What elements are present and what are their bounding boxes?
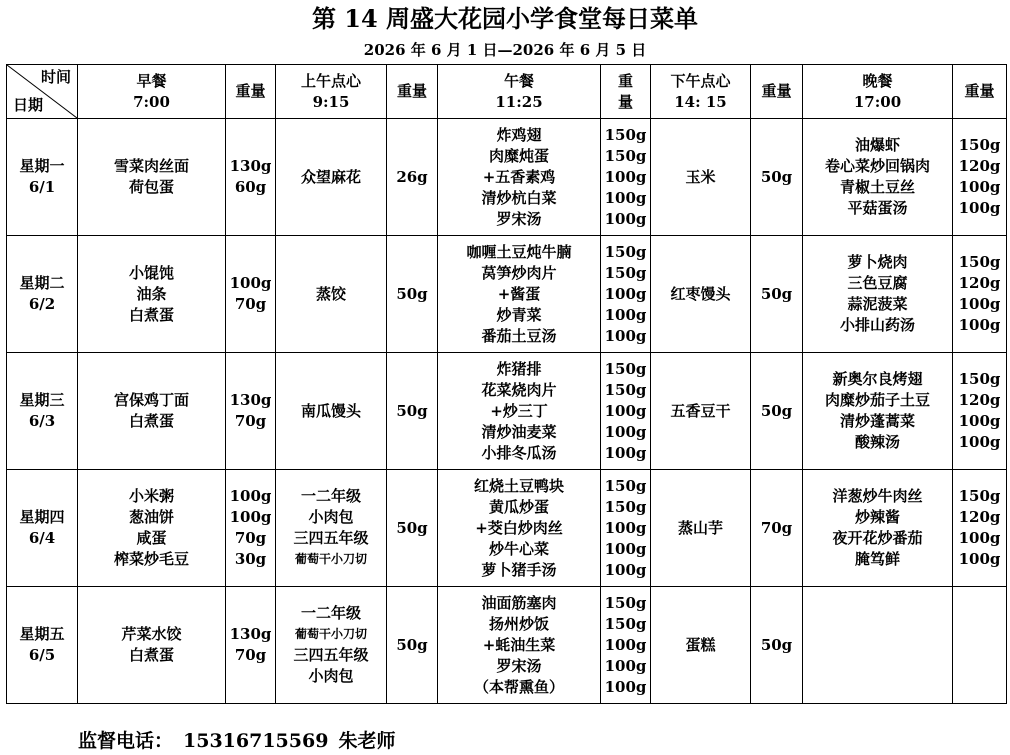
breakfast-weights-line: 130g [229, 157, 272, 175]
lunch-items-line: +五香素鸡 [482, 167, 556, 186]
lunch-items [438, 236, 601, 353]
corner-cell [7, 65, 78, 119]
dinner-items-line: 平菇蛋汤 [847, 199, 908, 217]
breakfast-weights-line: 130g [229, 391, 272, 409]
breakfast-weights-line: 30g [234, 550, 267, 568]
lunch-items-line: 萝卜猪手汤 [481, 560, 557, 579]
header-dinner-label: 晚餐 [862, 71, 893, 90]
breakfast-weights-line: 70g [234, 412, 267, 430]
dinner-weights-line: 100g [958, 550, 1001, 568]
lunch-items [438, 587, 601, 704]
afternoon-snack-weight: 50g [751, 236, 803, 353]
day-cell [7, 353, 78, 470]
day-name: 星期一 [19, 157, 65, 175]
breakfast-weights-line: 100g [229, 508, 272, 526]
breakfast-items [78, 236, 226, 353]
lunch-items-line: +酱蛋 [497, 284, 541, 303]
lunch-items-line: +蚝油生菜 [482, 635, 556, 654]
dinner-items-line: 炒辣酱 [854, 508, 900, 526]
lunch-items-line: 扬州炒饭 [488, 614, 549, 633]
day-cell [7, 587, 78, 704]
morning-snack-items [276, 353, 387, 470]
breakfast-weights-line: 130g [229, 625, 272, 643]
supervision-phone [78, 728, 405, 754]
morning-snack-items-line: 众望麻花 [300, 167, 361, 186]
lunch-items-line: 油面筋塞肉 [481, 593, 557, 612]
dinner-weights [953, 470, 1007, 587]
afternoon-snack-weight: 70g [751, 470, 803, 587]
lunch-weights [601, 119, 651, 236]
lunch-items-line: 炸鸡翅 [496, 125, 542, 144]
lunch-weights-line: 150g [604, 380, 647, 399]
header-weight-2: 重量 [387, 65, 438, 119]
lunch-items-line: 肉糜炖蛋 [488, 146, 549, 165]
lunch-items-line: 炒牛心菜 [488, 539, 549, 558]
breakfast-items [78, 470, 226, 587]
day-cell [7, 119, 78, 236]
header-morning-snack [276, 65, 387, 119]
lunch-items-line: 罗宋汤 [496, 656, 542, 675]
header-dinner [803, 65, 953, 119]
morning-snack-weight: 50g [387, 353, 438, 470]
lunch-weights [601, 470, 651, 587]
header-breakfast [78, 65, 226, 119]
lunch-weights [601, 236, 651, 353]
header-breakfast-label: 早餐 [136, 71, 167, 90]
lunch-weights [601, 587, 651, 704]
day-date: 6/2 [28, 295, 56, 313]
breakfast-weights [226, 353, 276, 470]
header-lunch [438, 65, 601, 119]
lunch-items [438, 470, 601, 587]
day-name: 星期五 [19, 625, 65, 643]
lunch-items-line: 咖喱土豆炖牛腩 [466, 242, 572, 261]
page-title: 第 14 周盛大花园小学食堂每日菜单 [311, 4, 699, 33]
morning-snack-items [276, 119, 387, 236]
afternoon-snack-item: 玉米 [651, 119, 751, 236]
lunch-items-line: 花菜烧肉片 [481, 380, 557, 399]
footer-label: 监督电话： [78, 730, 174, 752]
morning-snack-items-line: 一二年级 [300, 487, 361, 505]
dinner-weights-line: 120g [958, 391, 1001, 409]
menu-table [6, 64, 1007, 704]
header-lunch-label: 午餐 [503, 71, 534, 90]
lunch-items-line: +茭白炒肉丝 [475, 518, 563, 537]
dinner-weights [953, 119, 1007, 236]
footer-contact: 朱老师 [338, 730, 396, 752]
header-dinner-time: 17:00 [853, 92, 902, 111]
dinner-weights-line: 100g [958, 412, 1001, 430]
breakfast-weights-line: 70g [234, 295, 267, 313]
lunch-items-line: 小排冬瓜汤 [481, 443, 557, 462]
morning-snack-weight: 50g [387, 236, 438, 353]
dinner-items-line: 洋葱炒牛肉丝 [832, 487, 923, 505]
afternoon-snack-weight: 50g [751, 587, 803, 704]
afternoon-snack-weight: 50g [751, 353, 803, 470]
lunch-weights-line: 150g [604, 263, 647, 282]
day-name: 星期二 [19, 274, 65, 292]
header-breakfast-time: 7:00 [133, 92, 170, 111]
dinner-items-line: 新奥尔良烤翅 [832, 370, 923, 388]
header-afternoon-snack-label: 下午点心 [670, 71, 731, 90]
lunch-weights-line: 100g [604, 326, 647, 345]
header-weight-4: 重量 [751, 65, 803, 119]
breakfast-items-line: 白煮蛋 [128, 412, 174, 430]
dinner-weights-line: 100g [958, 178, 1001, 196]
morning-snack-items-line: 小肉包 [308, 667, 354, 685]
dinner-weights [953, 236, 1007, 353]
lunch-weights-line: 100g [604, 560, 647, 579]
breakfast-items [78, 353, 226, 470]
dinner-weights-line: 150g [958, 253, 1001, 271]
morning-snack-items [276, 236, 387, 353]
day-date: 6/1 [28, 178, 56, 196]
dinner-weights [953, 587, 1007, 704]
day-name: 星期四 [19, 508, 65, 526]
header-weight-3 [601, 65, 651, 119]
dinner-items-line: 腌笃鲜 [854, 550, 900, 568]
dinner-weights-line: 150g [958, 370, 1001, 388]
header-morning-snack-label: 上午点心 [300, 71, 361, 90]
morning-snack-items [276, 587, 387, 704]
breakfast-weights-line: 100g [229, 274, 272, 292]
dinner-weights-line: 120g [958, 274, 1001, 292]
header-row [7, 65, 1007, 119]
dinner-items-line: 肉糜炒茄子土豆 [824, 391, 930, 409]
header-lunch-time: 11:25 [495, 92, 543, 111]
day-date: 6/3 [28, 412, 56, 430]
lunch-items-line: 炸猪排 [496, 359, 542, 378]
dinner-weights-line: 100g [958, 295, 1001, 313]
afternoon-snack-item: 红枣馒头 [651, 236, 751, 353]
afternoon-snack-item: 蒸山芋 [651, 470, 751, 587]
morning-snack-items [276, 470, 387, 587]
day-date: 6/4 [28, 529, 56, 547]
corner-time-label: 时间 [40, 68, 71, 86]
lunch-weights-line: 100g [604, 167, 647, 186]
lunch-weights-line: 150g [604, 359, 647, 378]
breakfast-items [78, 587, 226, 704]
dinner-items-line: 油爆虾 [854, 136, 900, 154]
morning-snack-weight: 50g [387, 587, 438, 704]
dinner-items [803, 587, 953, 704]
breakfast-items-line: 小米粥 [128, 487, 174, 505]
lunch-weights-line: 100g [604, 284, 647, 303]
dinner-items-line: 蒜泥菠菜 [847, 295, 908, 313]
lunch-items-line: 清炒油麦菜 [481, 422, 557, 441]
header-weight-1: 重量 [226, 65, 276, 119]
lunch-weights-line: 100g [604, 401, 647, 420]
day-cell [7, 470, 78, 587]
lunch-weights-line: 150g [604, 614, 647, 633]
breakfast-weights [226, 119, 276, 236]
lunch-weights [601, 353, 651, 470]
morning-snack-weight: 50g [387, 470, 438, 587]
lunch-weights-line: 150g [604, 497, 647, 516]
breakfast-items-line: 小馄饨 [128, 263, 174, 282]
footer-phone: 15316715569 [183, 730, 329, 752]
morning-snack-items-line: 小肉包 [308, 508, 354, 526]
lunch-weights-line: 100g [604, 635, 647, 654]
lunch-items-line: 红烧土豆鸭块 [473, 476, 564, 495]
dinner-weights-line: 100g [958, 199, 1001, 217]
lunch-weights-line: 150g [604, 242, 647, 261]
breakfast-weights [226, 236, 276, 353]
lunch-weights-line: 100g [604, 518, 647, 537]
lunch-items-line: 炒青菜 [496, 305, 542, 324]
day-cell [7, 236, 78, 353]
lunch-weights-line: 100g [604, 188, 647, 207]
dinner-weights-line: 120g [958, 157, 1001, 175]
lunch-items-line: （本帮熏鱼） [473, 677, 564, 696]
day-date: 6/5 [28, 646, 56, 664]
dinner-items [803, 353, 953, 470]
lunch-items [438, 353, 601, 470]
lunch-items-line: 清炒杭白菜 [481, 188, 557, 207]
day-row [7, 119, 1007, 236]
morning-snack-items-line: 一二年级 [300, 604, 361, 622]
lunch-weights-line: 100g [604, 539, 647, 558]
dinner-items-line: 酸辣汤 [854, 433, 900, 451]
dinner-weights-line: 100g [958, 433, 1001, 451]
lunch-weights-line: 100g [604, 656, 647, 675]
dinner-items [803, 119, 953, 236]
header-weight-5: 重量 [953, 65, 1007, 119]
breakfast-items [78, 119, 226, 236]
header-afternoon-snack [651, 65, 751, 119]
breakfast-weights-line: 70g [234, 529, 267, 547]
day-row [7, 587, 1007, 704]
lunch-weights-line: 100g [604, 443, 647, 462]
breakfast-items-line: 榨菜炒毛豆 [113, 550, 189, 568]
morning-snack-items-line: 葡萄干小刀切 [294, 552, 367, 566]
day-name: 星期三 [19, 391, 65, 409]
lunch-weights-line: 100g [604, 677, 647, 696]
dinner-items-line: 卷心菜炒回锅肉 [824, 157, 930, 175]
header-morning-snack-time: 9:15 [312, 92, 350, 111]
dinner-weights-line: 100g [958, 316, 1001, 334]
dinner-items-line: 青椒土豆丝 [839, 178, 915, 196]
lunch-items [438, 119, 601, 236]
dinner-weights-line: 120g [958, 508, 1001, 526]
lunch-items-line: 黄瓜炒蛋 [488, 497, 549, 516]
breakfast-weights-line: 70g [234, 646, 267, 664]
lunch-items-line: 番茄土豆汤 [481, 326, 557, 345]
lunch-items-line: 罗宋汤 [496, 209, 542, 228]
breakfast-weights-line: 60g [234, 178, 267, 196]
lunch-weights-line: 150g [604, 125, 647, 144]
dinner-items-line: 三色豆腐 [847, 274, 908, 292]
morning-snack-items-line: 三四五年级 [293, 646, 369, 664]
dinner-weights-line: 150g [958, 136, 1001, 154]
breakfast-items-line: 宫保鸡丁面 [113, 391, 189, 409]
dinner-items-line: 清炒蓬蒿菜 [839, 412, 915, 430]
dinner-weights-line: 100g [958, 529, 1001, 547]
lunch-weights-line: 150g [604, 146, 647, 165]
breakfast-items-line: 芹菜水饺 [121, 625, 182, 643]
afternoon-snack-item: 蛋糕 [651, 587, 751, 704]
lunch-weights-line: 150g [604, 593, 647, 612]
breakfast-items-line: 雪菜肉丝面 [113, 157, 189, 175]
dinner-items-line: 萝卜烧肉 [847, 253, 908, 271]
header-weight-3-top: 重 [617, 71, 633, 90]
corner-date-label: 日期 [13, 96, 44, 114]
day-row [7, 236, 1007, 353]
morning-snack-items-line: 南瓜馒头 [300, 401, 361, 420]
morning-snack-weight: 26g [387, 119, 438, 236]
lunch-items-line: 莴笋炒肉片 [481, 263, 557, 282]
dinner-items [803, 236, 953, 353]
breakfast-items-line: 葱油饼 [128, 508, 174, 526]
afternoon-snack-item: 五香豆干 [651, 353, 751, 470]
breakfast-items-line: 白煮蛋 [128, 646, 174, 664]
breakfast-weights-line: 100g [229, 487, 272, 505]
lunch-weights-line: 100g [604, 305, 647, 324]
morning-snack-items-line: 葡萄干小刀切 [294, 627, 367, 641]
breakfast-items-line: 油条 [136, 284, 167, 303]
morning-snack-items-line: 三四五年级 [293, 529, 369, 547]
dinner-weights-line: 150g [958, 487, 1001, 505]
breakfast-items-line: 咸蛋 [136, 529, 167, 547]
day-row [7, 353, 1007, 470]
lunch-items-line: +炒三丁 [490, 401, 548, 420]
lunch-weights-line: 100g [604, 209, 647, 228]
morning-snack-items-line: 蒸饺 [315, 284, 346, 303]
header-afternoon-snack-time: 14: 15 [674, 92, 727, 111]
breakfast-weights [226, 470, 276, 587]
dinner-items-line: 小排山药汤 [839, 316, 915, 334]
afternoon-snack-weight: 50g [751, 119, 803, 236]
dinner-items-line: 夜开花炒番茄 [832, 529, 923, 547]
date-range: 2026 年 6 月 1 日—2026 年 6 月 5 日 [363, 41, 647, 59]
dinner-weights [953, 353, 1007, 470]
breakfast-weights [226, 587, 276, 704]
day-row [7, 470, 1007, 587]
breakfast-items-line: 荷包蛋 [128, 178, 174, 196]
lunch-weights-line: 150g [604, 476, 647, 495]
breakfast-items-line: 白煮蛋 [128, 305, 174, 324]
header-weight-3-bottom: 量 [617, 92, 633, 111]
lunch-weights-line: 100g [604, 422, 647, 441]
dinner-items [803, 470, 953, 587]
